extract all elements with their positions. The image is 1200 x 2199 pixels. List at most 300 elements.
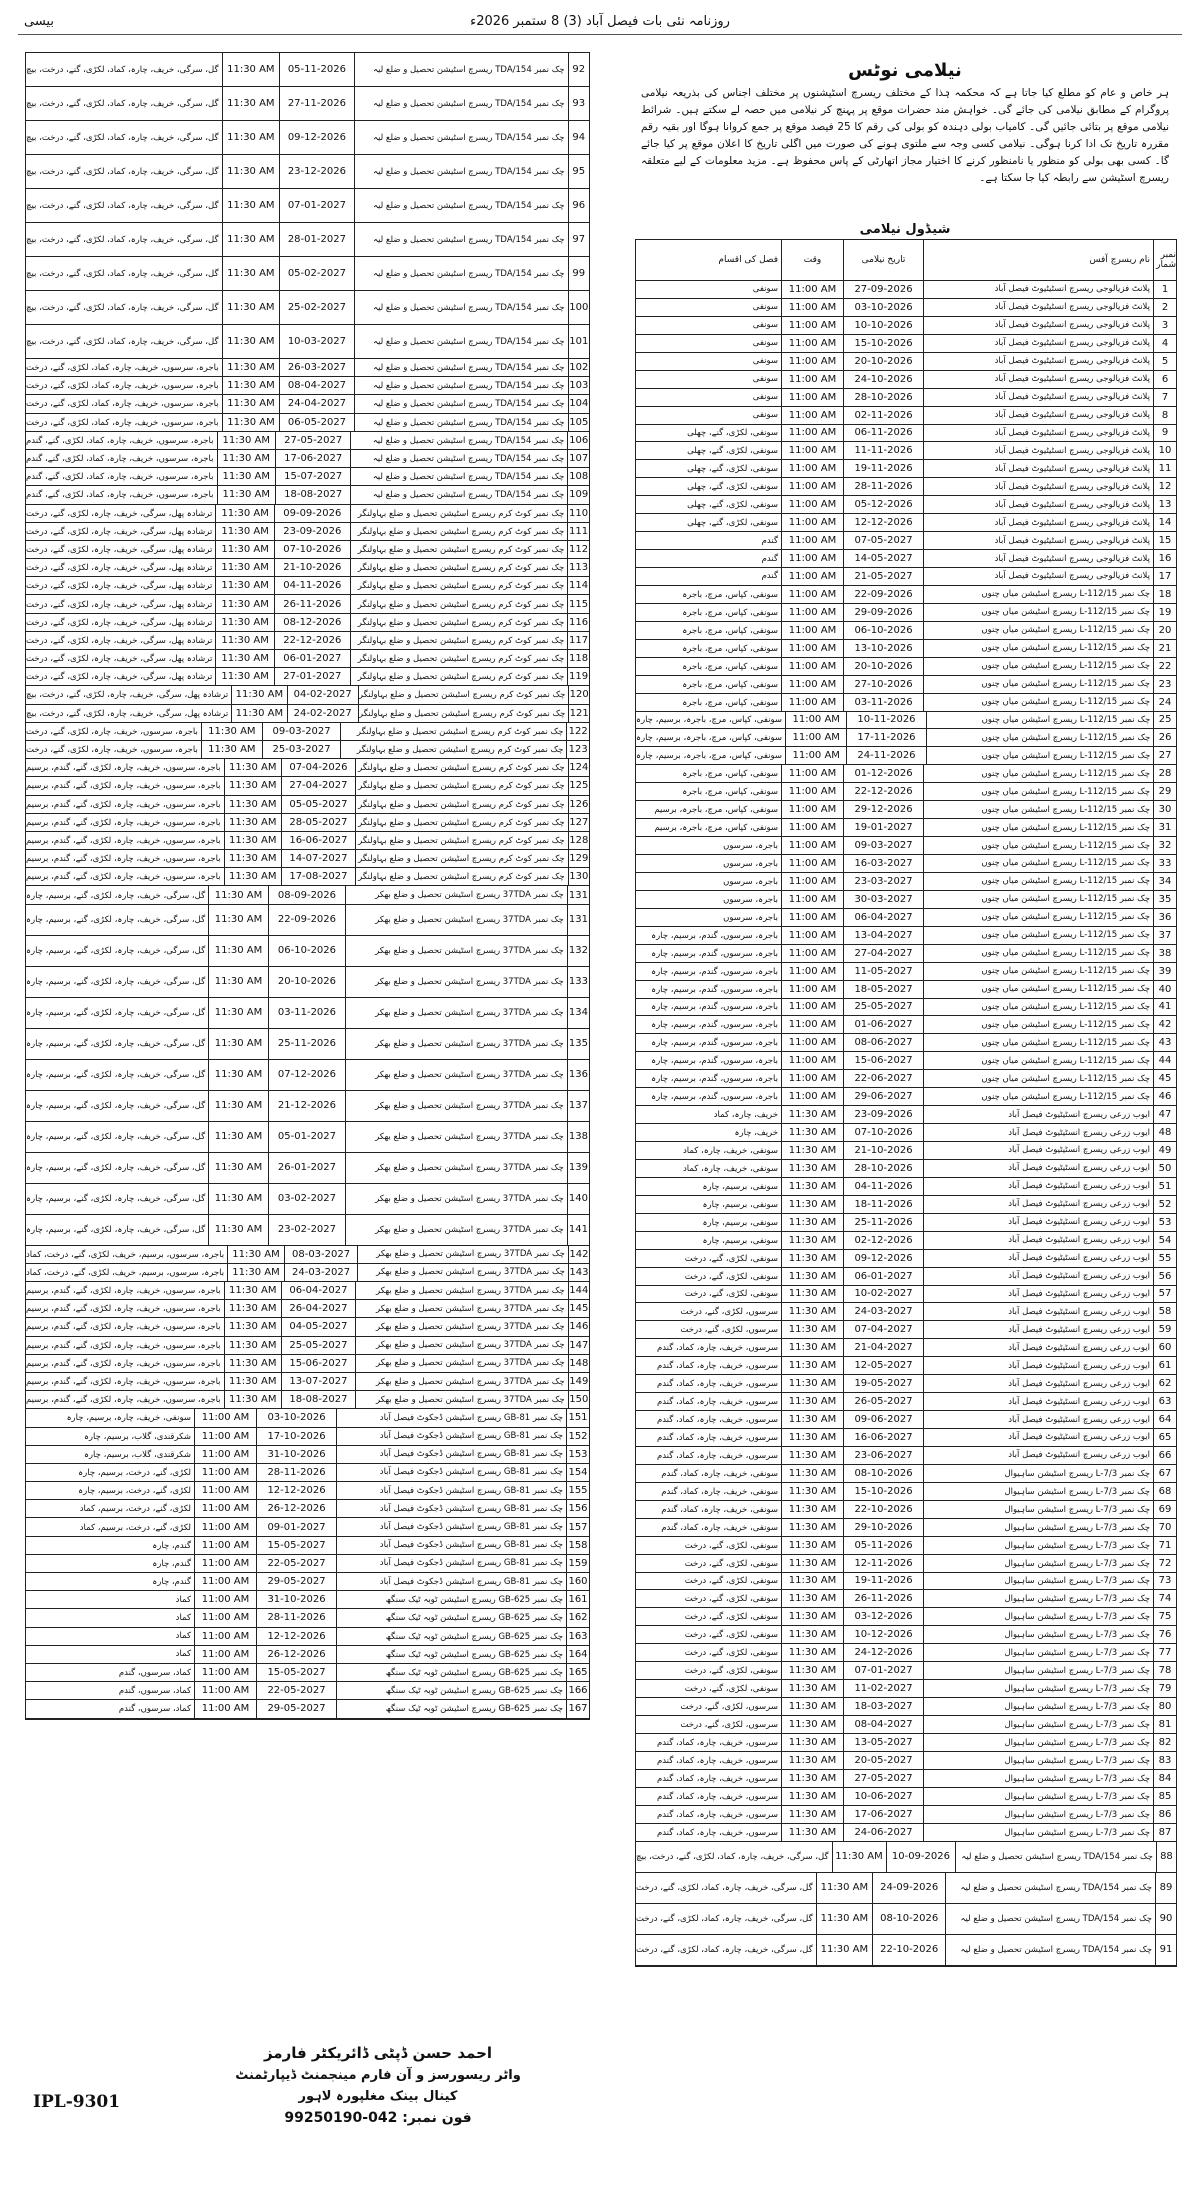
crop-types: سونفی، کپاس، مرچ، باجرہ، برسیم: [654, 805, 778, 816]
station-name: چک نمبر 154/TDA ریسرچ اسٹیشن تحصیل و ضلع لیہ: [354, 53, 568, 86]
crop-types: باجرہ، سرسوں، خریف، چارہ، لکڑی، گنے، گندم، برسیم: [25, 1304, 221, 1315]
auction-time: 11:00 AM: [194, 1518, 256, 1535]
auction-time: 11:30 AM: [781, 1142, 843, 1159]
station-name: چک نمبر 81-GB ریسرچ اسٹیشن ڈجکوٹ فیصل آباد: [336, 1518, 566, 1535]
table-row: [636, 999, 1176, 1017]
station-name: چک نمبر کوٹ کرم ریسرچ اسٹیشن تحصیل و ضلع بہاولنگر: [350, 541, 568, 558]
table-row: [636, 1250, 1176, 1268]
station-name: چک نمبر 7/3-L ریسرچ اسٹیشن ساہیوال: [923, 1734, 1153, 1751]
auction-time: 11:30 AM: [781, 1626, 843, 1643]
table-row: [26, 577, 589, 595]
row-number: 67: [1153, 1465, 1176, 1482]
row-number: 124: [568, 759, 589, 776]
auction-date: 06-10-2026: [268, 936, 345, 966]
station-name: چک نمبر 37TDA ریسرچ اسٹیشن تحصیل و ضلع بھکر: [345, 1153, 567, 1183]
station-name: چک نمبر 7/3-L ریسرچ اسٹیشن ساہیوال: [923, 1537, 1153, 1554]
station-name: پلانٹ فزیالوجی ریسرچ انسٹیٹیوٹ فیصل آباد: [923, 389, 1153, 406]
table-row: [636, 658, 1176, 676]
table-row: [26, 505, 589, 523]
table-row: [26, 1555, 589, 1573]
station-name: چک نمبر 154/TDA ریسرچ اسٹیشن تحصیل و ضلع لیہ: [354, 189, 568, 222]
row-number: 138: [567, 1122, 589, 1152]
table-row: [26, 1409, 589, 1427]
table-row: [636, 371, 1176, 389]
table-row: [636, 1411, 1176, 1429]
table-row: [636, 1590, 1176, 1608]
crop-types: سونفی، کپاس، مرچ، باجرہ: [682, 625, 778, 636]
row-number: 51: [1153, 1178, 1176, 1195]
crop-types: باجرہ، سرسوں: [723, 876, 778, 887]
auction-time: 11:30 AM: [208, 1153, 268, 1183]
crop-types: شکرقندی، گلاب، برسیم، چارہ: [83, 1449, 191, 1460]
auction-time: 11:30 AM: [217, 468, 275, 485]
auction-date: 08-10-2026: [872, 1904, 945, 1934]
auction-date: 23-06-2027: [843, 1447, 923, 1464]
auction-time: 11:00 AM: [781, 694, 843, 711]
auction-date: 28-11-2026: [256, 1464, 336, 1481]
table-row: [636, 1626, 1176, 1644]
table-row: [26, 1500, 589, 1518]
row-number: 47: [1153, 1106, 1176, 1123]
station-name: چک نمبر 112/15-L ریسرچ اسٹیشن میاں چنوں: [923, 909, 1153, 926]
auction-time: 11:00 AM: [785, 712, 846, 729]
table-row: [636, 801, 1176, 819]
table-row: [26, 377, 589, 395]
station-name: چک نمبر 112/15-L ریسرچ اسٹیشن میاں چنوں: [923, 873, 1153, 890]
table-row: [636, 1088, 1176, 1106]
table-row: [26, 686, 589, 704]
auction-date: 27-04-2027: [281, 777, 355, 794]
table-row: [636, 676, 1176, 694]
crop-types: گل، سرگی، خریف، چارہ، لکڑی، گنے، برسیم، چارہ: [25, 890, 206, 901]
crop-types: سونفی، لکڑی، گنے، درخت: [684, 1558, 778, 1569]
station-name: چک نمبر 154/TDA ریسرچ اسٹیشن تحصیل و ضلع لیہ: [354, 395, 568, 412]
row-number: 88: [1156, 1842, 1176, 1872]
auction-time: 11:00 AM: [194, 1591, 256, 1608]
crop-types: کماد: [175, 1631, 191, 1642]
auction-time: 11:00 AM: [194, 1682, 256, 1699]
row-number: 144: [568, 1282, 589, 1299]
row-number: 75: [1153, 1608, 1176, 1625]
crop-types: خریف، چارہ: [734, 1128, 778, 1139]
station-name: چک نمبر 154/TDA ریسرچ اسٹیشن تحصیل و ضلع لیہ: [354, 359, 568, 376]
crop-types: ترشادہ پھل، سرگی، خریف، چارہ، لکڑی، گنے، درخت: [26, 599, 213, 610]
row-number: 151: [566, 1409, 589, 1426]
crop-types: لکڑی، گنے، درخت، برسیم، چارہ: [78, 1467, 191, 1478]
auction-time: 11:30 AM: [222, 53, 280, 86]
table-row: [26, 723, 589, 741]
crop-types: گل، سرگی، خریف، چارہ، لکڑی، گنے، برسیم، چارہ: [25, 1225, 206, 1236]
row-number: 90: [1155, 1904, 1176, 1934]
crop-types: سرسوں، لکڑی، گنے، درخت: [680, 1307, 778, 1318]
station-name: چک نمبر کوٹ کرم ریسرچ اسٹیشن تحصیل و ضلع بہاولنگر: [358, 686, 569, 703]
crop-types: باجرہ، سرسوں، خریف، چارہ، لکڑی، گنے، گندم، برسیم: [25, 854, 221, 865]
crop-types: خریف، چارہ، کماد: [713, 1110, 778, 1121]
crop-types: باجرہ، سرسوں، گندم، برسیم، چارہ: [651, 984, 778, 995]
auction-date: 13-07-2027: [281, 1373, 355, 1390]
crop-types: سونفی، لکڑی، گنے، درخت: [684, 1271, 778, 1282]
crop-types: سونفی، لکڑی، گنے، چھلی: [687, 428, 778, 439]
auction-time: 11:30 AM: [227, 1264, 284, 1281]
crop-types: گل، سرگی، خریف، چارہ، کماد، لکڑی، گنے، درخت، بیچ: [26, 99, 219, 109]
station-name: چک نمبر 37TDA ریسرچ اسٹیشن تحصیل و ضلع بھکر: [345, 1091, 567, 1121]
station-name: چک نمبر کوٹ کرم ریسرچ اسٹیشن تحصیل و ضلع بہاولنگر: [355, 850, 568, 867]
table-row: [26, 1282, 589, 1300]
row-number: 10: [1153, 442, 1176, 459]
crop-types: سونفی، کپاس، مرچ، باجرہ: [682, 607, 778, 618]
station-name: چک نمبر کوٹ کرم ریسرچ اسٹیشن تحصیل و ضلع بہاولنگر: [355, 814, 568, 831]
station-name: چک نمبر 154/TDA ریسرچ اسٹیشن تحصیل و ضلع لیہ: [354, 87, 568, 120]
crop-types: ترشادہ پھل، سرگی، خریف، چارہ، لکڑی، گنے، درخت، بیچ: [26, 690, 229, 701]
auction-time: 11:30 AM: [224, 759, 281, 776]
crop-types: باجرہ، سرسوں، خریف، چارہ، کماد، لکڑی، گنے، درخت: [25, 381, 219, 392]
station-name: چک نمبر کوٹ کرم ریسرچ اسٹیشن تحصیل و ضلع بہاولنگر: [350, 577, 568, 594]
crop-types: سونفی: [752, 302, 778, 313]
station-name: چک نمبر 112/15-L ریسرچ اسٹیشن میاں چنوں: [923, 604, 1153, 621]
row-number: 119: [567, 668, 589, 685]
auction-date: 22-12-2026: [274, 632, 350, 649]
auction-date: 24-04-2027: [279, 395, 353, 412]
table-row: [26, 705, 589, 723]
station-name: چک نمبر 7/3-L ریسرچ اسٹیشن ساہیوال: [923, 1519, 1153, 1536]
auction-time: 11:00 AM: [781, 837, 843, 854]
station-name: چک نمبر 7/3-L ریسرچ اسٹیشن ساہیوال: [923, 1770, 1153, 1787]
row-number: 71: [1153, 1537, 1176, 1554]
row-number: 79: [1153, 1680, 1176, 1697]
table-row: [26, 1246, 589, 1264]
crop-types: سونفی، برسیم، چارہ: [702, 1217, 778, 1228]
crop-types: سونفی، لکڑی، گنے، درخت: [684, 1253, 778, 1264]
auction-time: 11:30 AM: [215, 595, 274, 612]
crop-types: باجرہ، سرسوں، خریف، چارہ، لکڑی، گنے، گندم، برسیم: [25, 1358, 221, 1369]
table-row: [636, 1662, 1176, 1680]
auction-time: 11:00 AM: [781, 568, 843, 585]
table-row: [636, 1160, 1176, 1178]
crop-types: باجرہ، سرسوں، خریف، چارہ، کماد، لکڑی، گنے، درخت: [25, 417, 219, 428]
row-number: 22: [1153, 658, 1176, 675]
crop-types: سونفی، برسیم، چارہ: [702, 1181, 778, 1192]
auction-time: 11:30 AM: [781, 1124, 843, 1141]
crop-types: کماد: [175, 1649, 191, 1660]
row-number: 126: [568, 796, 589, 813]
crop-types: سرسوں، لکڑی، گنے، درخت: [680, 1325, 778, 1336]
table-row: [636, 281, 1176, 299]
row-number: 23: [1153, 676, 1176, 693]
auction-date: 03-02-2027: [268, 1184, 345, 1214]
auction-date: 21-05-2027: [843, 568, 923, 585]
table-row: [636, 1268, 1176, 1286]
auction-date: 13-04-2027: [843, 927, 923, 944]
row-number: 14: [1153, 514, 1176, 531]
row-number: 106: [567, 432, 589, 449]
table-row: [636, 1680, 1176, 1698]
auction-date: 13-05-2027: [843, 1734, 923, 1751]
auction-date: 31-10-2026: [256, 1591, 336, 1608]
row-number: 94: [568, 121, 589, 154]
auction-time: 11:00 AM: [781, 407, 843, 424]
table-row: [636, 1196, 1176, 1214]
table-row: [636, 1465, 1176, 1483]
crop-types: سرسوں، خریف، چارہ، کماد، گندم: [656, 1809, 778, 1820]
table-row: [26, 1573, 589, 1591]
crop-types: سونفی، کپاس، مرچ، باجرہ، برسیم: [654, 823, 778, 834]
station-name: چک نمبر 112/15-L ریسرچ اسٹیشن میاں چنوں: [923, 1088, 1153, 1105]
station-name: ایوب زرعی ریسرچ انسٹیٹیوٹ فیصل آباد: [923, 1232, 1153, 1249]
row-number: 3: [1153, 317, 1176, 334]
station-name: چک نمبر 112/15-L ریسرچ اسٹیشن میاں چنوں: [923, 999, 1153, 1016]
crop-types: ترشادہ پھل، سرگی، خریف، چارہ، لکڑی، گنے، درخت: [26, 544, 213, 555]
auction-time: 11:30 AM: [208, 967, 268, 997]
station-name: ایوب زرعی ریسرچ انسٹیٹیوٹ فیصل آباد: [923, 1106, 1153, 1123]
auction-date: 22-12-2026: [843, 783, 923, 800]
table-row: [26, 189, 589, 223]
table-row: [636, 1393, 1176, 1411]
table-row: [26, 359, 589, 377]
auction-date: 31-10-2026: [256, 1446, 336, 1463]
header-no: نمبر شمار: [1153, 240, 1176, 280]
crop-types: باجرہ، سرسوں، خریف، چارہ، لکڑی، گنے، درخت: [26, 726, 198, 737]
table-row: [636, 1824, 1176, 1842]
row-number: 82: [1153, 1734, 1176, 1751]
station-name: پلانٹ فزیالوجی ریسرچ انسٹیٹیوٹ فیصل آباد: [923, 317, 1153, 334]
row-number: 83: [1153, 1752, 1176, 1769]
table-row: [26, 1428, 589, 1446]
station-name: چک نمبر کوٹ کرم ریسرچ اسٹیشن تحصیل و ضلع بہاولنگر: [355, 759, 568, 776]
auction-time: 11:30 AM: [208, 1122, 268, 1152]
auction-time: 11:30 AM: [224, 1300, 281, 1317]
auction-date: 08-12-2026: [274, 614, 350, 631]
department: واٹر ریسورسز و آن فارم مینجمنٹ ڈیپارٹمنٹ: [235, 2068, 521, 2083]
crop-types: لکڑی، گنے، درخت، برسیم، کماد: [79, 1522, 191, 1533]
row-number: 93: [568, 87, 589, 120]
station-name: ایوب زرعی ریسرچ انسٹیٹیوٹ فیصل آباد: [923, 1375, 1153, 1392]
row-number: 101: [568, 325, 589, 358]
auction-date: 27-04-2027: [843, 945, 923, 962]
crop-types: سرسوں، لکڑی، گنے، درخت: [680, 1702, 778, 1713]
auction-date: 12-11-2026: [843, 1555, 923, 1572]
crop-types: سونفی، خریف، چارہ، کماد، گندم: [661, 1504, 778, 1515]
table-row: [26, 1391, 589, 1409]
station-name: چک نمبر 112/15-L ریسرچ اسٹیشن میاں چنوں: [923, 622, 1153, 639]
table-row: [636, 927, 1176, 945]
auction-date: 10-12-2026: [843, 1626, 923, 1643]
crop-types: سونفی: [752, 284, 778, 295]
auction-time: 11:30 AM: [224, 1318, 281, 1335]
auction-time: 11:30 AM: [781, 1321, 843, 1338]
auction-time: 11:30 AM: [781, 1465, 843, 1482]
auction-time: 11:30 AM: [224, 868, 281, 885]
crop-types: گندم: [761, 571, 778, 582]
auction-time: 11:30 AM: [781, 1268, 843, 1285]
auction-time: 11:00 AM: [781, 586, 843, 603]
auction-date: 08-03-2027: [284, 1246, 357, 1263]
auction-time: 11:30 AM: [215, 668, 274, 685]
table-row: [26, 1153, 589, 1184]
crop-types: ترشادہ پھل، سرگی، خریف، چارہ، لکڑی، گنے، درخت: [26, 563, 213, 574]
station-name: پلانٹ فزیالوجی ریسرچ انسٹیٹیوٹ فیصل آباد: [923, 281, 1153, 298]
row-number: 8: [1153, 407, 1176, 424]
station-name: چک نمبر 37TDA ریسرچ اسٹیشن تحصیل و ضلع بھکر: [355, 1391, 568, 1408]
left-schedule-table: [25, 52, 590, 1720]
station-name: چک نمبر کوٹ کرم ریسرچ اسٹیشن تحصیل و ضلع بہاولنگر: [340, 741, 566, 758]
station-name: چک نمبر کوٹ کرم ریسرچ اسٹیشن تحصیل و ضلع بہاولنگر: [355, 832, 568, 849]
auction-date: 29-05-2027: [256, 1573, 336, 1590]
station-name: چک نمبر 7/3-L ریسرچ اسٹیشن ساہیوال: [923, 1752, 1153, 1769]
station-name: چک نمبر کوٹ کرم ریسرچ اسٹیشن تحصیل و ضلع بہاولنگر: [358, 705, 569, 722]
auction-time: 11:30 AM: [224, 1391, 281, 1408]
header-date: تاریخ نیلامی: [843, 240, 923, 280]
auction-time: 11:30 AM: [816, 1935, 873, 1965]
auction-date: 22-06-2027: [843, 1070, 923, 1087]
table-row: [636, 550, 1176, 568]
auction-date: 02-11-2026: [843, 407, 923, 424]
table-row: [636, 425, 1176, 443]
table-row: [636, 1555, 1176, 1573]
row-number: 109: [567, 486, 589, 503]
row-number: 120: [568, 686, 589, 703]
table-row: [26, 1609, 589, 1627]
row-number: 160: [566, 1573, 589, 1590]
table-row: [636, 640, 1176, 658]
ipl-code: IPL-9301: [33, 2092, 121, 2112]
station-name: چک نمبر 154/TDA ریسرچ اسٹیشن تحصیل و ضلع لیہ: [354, 377, 568, 394]
auction-time: 11:00 AM: [781, 1016, 843, 1033]
crop-types: گل، سرگی، خریف، چارہ، لکڑی، گنے، برسیم، چارہ: [25, 1163, 206, 1174]
auction-time: 11:30 AM: [781, 1393, 843, 1410]
station-name: چک نمبر 81-GB ریسرچ اسٹیشن ڈجکوٹ فیصل آباد: [336, 1573, 566, 1590]
station-name: ایوب زرعی ریسرچ انسٹیٹیوٹ فیصل آباد: [923, 1339, 1153, 1356]
auction-time: 11:30 AM: [224, 814, 281, 831]
station-name: چک نمبر 7/3-L ریسرچ اسٹیشن ساہیوال: [923, 1716, 1153, 1733]
station-name: چک نمبر کوٹ کرم ریسرچ اسٹیشن تحصیل و ضلع بہاولنگر: [350, 505, 568, 522]
crop-types: باجرہ، سرسوں، گندم، برسیم، چارہ: [651, 1020, 778, 1031]
table-row: [26, 777, 589, 795]
auction-time: 11:30 AM: [222, 395, 280, 412]
crop-types: باجرہ، سرسوں، خریف، چارہ، لکڑی، گنے، گندم، برسیم: [25, 835, 221, 846]
table-row: [26, 395, 589, 413]
auction-date: 21-12-2026: [268, 1091, 345, 1121]
auction-date: 01-06-2027: [843, 1016, 923, 1033]
crop-types: باجرہ، سرسوں، خریف، چارہ، لکڑی، گنے، درخت: [26, 745, 198, 756]
dateline: روزنامہ نئی بات فیصل آباد (3) 8 ستمبر 2026ء: [470, 14, 730, 29]
auction-date: 26-01-2027: [268, 1153, 345, 1183]
station-name: چک نمبر 625-GB ریسرچ اسٹیشن ٹوبہ ٹیک سنگھ: [336, 1591, 566, 1608]
auction-date: 05-12-2026: [843, 496, 923, 513]
table-row: [636, 747, 1176, 765]
station-name: چک نمبر 37TDA ریسرچ اسٹیشن تحصیل و ضلع بھکر: [345, 905, 567, 935]
auction-time: 11:30 AM: [215, 650, 274, 667]
table-row: [636, 1034, 1176, 1052]
auction-time: 11:30 AM: [215, 614, 274, 631]
crop-types: سونفی، برسیم، چارہ: [702, 1235, 778, 1246]
crop-types: سونفی، کپاس، مرچ، باجرہ: [682, 679, 778, 690]
crop-types: باجرہ، سرسوں، گندم، برسیم، چارہ: [651, 1092, 778, 1103]
table-row: [26, 1664, 589, 1682]
crop-types: باجرہ، سرسوں، خریف، چارہ، لکڑی، گنے، گندم، برسیم: [25, 799, 221, 810]
header-crop: فصل کی اقسام: [718, 255, 778, 265]
crop-types: گل، سرگی، خریف، چارہ، لکڑی، گنے، برسیم، چارہ: [25, 1008, 206, 1019]
station-name: چک نمبر 37TDA ریسرچ اسٹیشن تحصیل و ضلع بھکر: [345, 936, 567, 966]
auction-date: 06-11-2026: [843, 425, 923, 442]
auction-date: 14-05-2027: [843, 550, 923, 567]
station-name: چک نمبر 112/15-L ریسرچ اسٹیشن میاں چنوں: [923, 586, 1153, 603]
table-row: [26, 1373, 589, 1391]
row-number: 68: [1153, 1483, 1176, 1500]
auction-time: 11:30 AM: [781, 1250, 843, 1267]
auction-date: 10-10-2026: [843, 317, 923, 334]
row-number: 11: [1153, 460, 1176, 477]
table-row: [26, 905, 589, 936]
crop-types: باجرہ، سرسوں: [723, 894, 778, 905]
crop-types: سرسوں، خریف، چارہ، کماد، گندم: [656, 1415, 778, 1426]
auction-time: 11:30 AM: [224, 850, 281, 867]
station-name: چک نمبر 81-GB ریسرچ اسٹیشن ڈجکوٹ فیصل آباد: [336, 1464, 566, 1481]
table-row: [636, 945, 1176, 963]
table-row: [636, 1483, 1176, 1501]
page-header: [0, 10, 1200, 34]
row-number: 41: [1153, 999, 1176, 1016]
auction-time: 11:00 AM: [781, 550, 843, 567]
auction-time: 11:00 AM: [781, 353, 843, 370]
row-number: 65: [1153, 1429, 1176, 1446]
station-name: چک نمبر 112/15-L ریسرچ اسٹیشن میاں چنوں: [923, 963, 1153, 980]
auction-time: 11:30 AM: [222, 291, 280, 324]
auction-time: 11:30 AM: [781, 1286, 843, 1303]
auction-time: 11:30 AM: [781, 1806, 843, 1823]
row-number: 21: [1153, 640, 1176, 657]
crop-types: ترشادہ پھل، سرگی، خریف، چارہ، لکڑی، گنے، درخت: [26, 654, 213, 665]
auction-time: 11:30 AM: [208, 886, 268, 903]
auction-date: 26-12-2026: [256, 1646, 336, 1663]
crop-types: سونفی، خریف، چارہ، کماد: [683, 1145, 778, 1156]
auction-time: 11:00 AM: [194, 1628, 256, 1645]
auction-time: 11:00 AM: [781, 783, 843, 800]
crop-types: سونفی، لکڑی، گنے، درخت: [684, 1630, 778, 1641]
row-number: 74: [1153, 1590, 1176, 1607]
table-row: [26, 936, 589, 967]
auction-time: 11:30 AM: [224, 1355, 281, 1372]
row-number: 136: [567, 1060, 589, 1090]
auction-date: 09-03-2027: [843, 837, 923, 854]
crop-types: سونفی، کپاس، مرچ، باجرہ: [682, 787, 778, 798]
table-row: [636, 1935, 1176, 1966]
auction-date: 18-08-2027: [281, 1391, 355, 1408]
table-row: [26, 257, 589, 291]
crop-types: گل، سرگی، خریف، چارہ، کماد، لکڑی، گنے، درخت: [636, 1883, 813, 1894]
station-name: چک نمبر 7/3-L ریسرچ اسٹیشن ساہیوال: [923, 1680, 1153, 1697]
station-name: چک نمبر 154/TDA ریسرچ اسٹیشن تحصیل و ضلع لیہ: [945, 1873, 1155, 1903]
crop-types: ترشادہ پھل، سرگی، خریف، چارہ، لکڑی، گنے، درخت: [26, 635, 213, 646]
station-name: ایوب زرعی ریسرچ انسٹیٹیوٹ فیصل آباد: [923, 1286, 1153, 1303]
table-row: [26, 1446, 589, 1464]
auction-time: 11:30 AM: [781, 1447, 843, 1464]
station-name: چک نمبر 154/TDA ریسرچ اسٹیشن تحصیل و ضلع لیہ: [354, 291, 568, 324]
footer: [25, 2040, 588, 2190]
station-name: چک نمبر 112/15-L ریسرچ اسٹیشن میاں چنوں: [923, 765, 1153, 782]
table-row: [636, 1357, 1176, 1375]
auction-date: 19-05-2027: [843, 1375, 923, 1392]
table-row: [26, 291, 589, 325]
auction-date: 10-06-2027: [843, 1788, 923, 1805]
row-number: 146: [568, 1318, 589, 1335]
row-number: 36: [1153, 909, 1176, 926]
crop-types: سونفی، کپاس، مرچ، باجرہ: [682, 643, 778, 654]
row-number: 4: [1153, 335, 1176, 352]
table-row: [26, 559, 589, 577]
auction-time: 11:30 AM: [781, 1106, 843, 1123]
auction-date: 10-11-2026: [846, 712, 925, 729]
auction-date: 25-02-2027: [279, 291, 353, 324]
